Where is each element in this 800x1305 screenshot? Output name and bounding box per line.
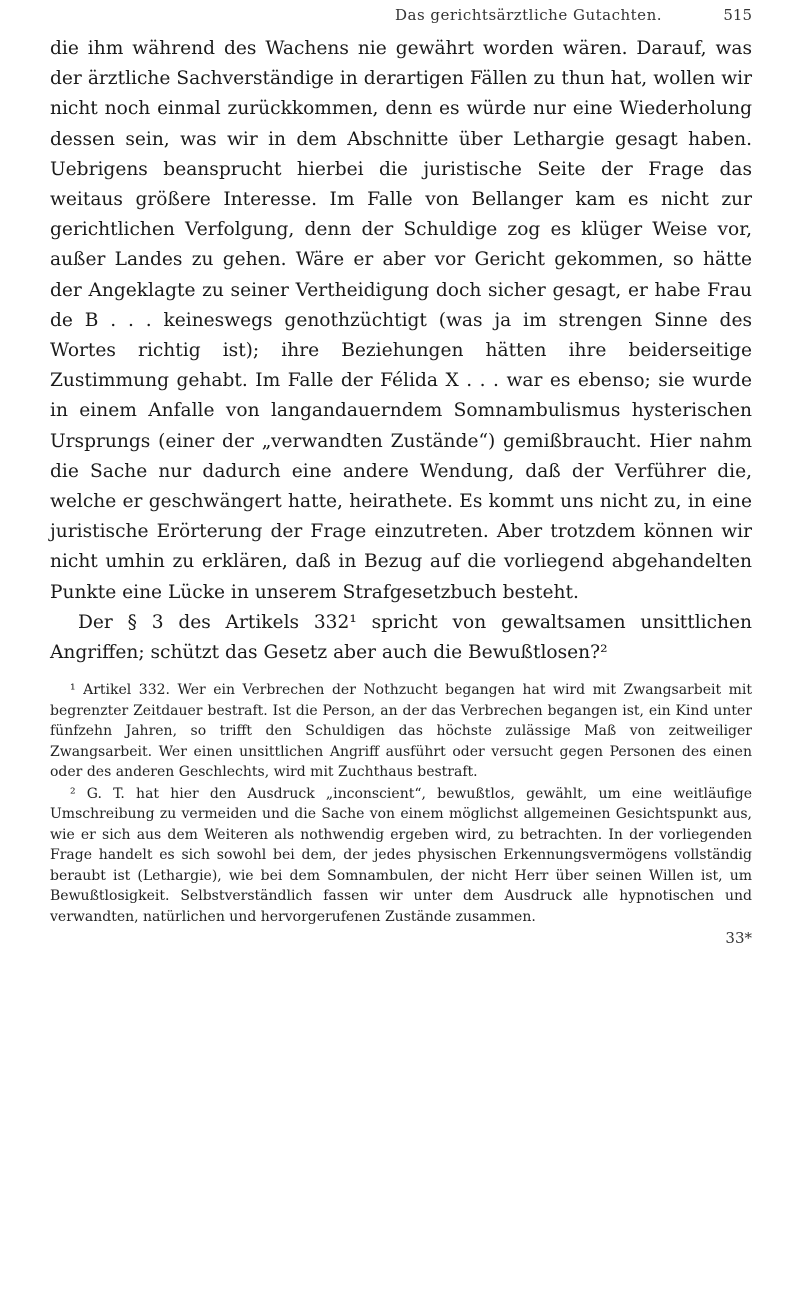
footnote: ² G. T. hat hier den Ausdruck „inconscient“, bewußtlos, gewählt, um eine weitläufige Umschreibung zu vermeiden und die Sache von einem möglichst allgemeinen Gesichtspunkt aus, wie er sich aus dem Weiteren als nothwendig ergeben wird, zu betrachten. In der vorliegenden Frage handelt es sich sowohl bei dem, der jedes physischen Erkennungsvermögens vollständig beraubt ist (Lethargie), wie bei dem Somnambulen, der nicht Herr über seinen Willen ist, um Bewußtlosigkeit. Selbstverständlich fassen wir unter dem Ausdruck alle hypnotischen und verwandten, natürlichen und hervorgerufenen Zustände zusammen. — [50, 785, 752, 925]
paragraph: die ihm während des Wachens nie gewährt worden wären. Darauf, was der ärztliche Sachverständige in derartigen Fällen zu thun hat, wollen wir nicht noch einmal zurückkommen, denn es würde nur eine Wiederholung dessen sein, was wir in dem Abschnitte über Lethargie gesagt haben. Uebrigens beansprucht hierbei die juristische Seite der Frage das weitaus größere Interesse. Im Falle von Bellanger kam es nicht zur gerichtlichen Verfolgung, denn der Schuldige zog es klüger Weise vor, außer Landes zu gehen. Wäre er aber vor Gericht gekommen, so hätte der Angeklagte zu seiner Vertheidigung doch sicher gesagt, er habe Frau de B . . . keineswegs genothzüchtigt (was ja im strengen Sinne des Wortes richtig ist); ihre Beziehungen hätten ihre beiderseitige Zustimmung gehabt. Im Falle der Félida X . . . war es ebenso; sie wurde in einem Anfalle von langandauerndem Somnambulismus hysterischen Ursprungs (einer der „verwandten Zustände“) gemißbraucht. Hier nahm die Sache nur dadurch eine andere Wendung, daß der Verführer die, welche er geschwängert hatte, heirathete. Es kommt uns nicht zu, in eine juristische Erörterung der Frage einzutreten. Aber trotzdem können wir nicht umhin zu erklären, daß in Bezug auf die vorliegend abgehandelten Punkte eine Lücke in unserem Strafgesetzbuch besteht. — [50, 38, 752, 603]
footnotes — [50, 680, 752, 927]
page-number: 515 — [723, 6, 752, 24]
footnote: ¹ Artikel 332. Wer ein Verbrechen der Nothzucht begangen hat wird mit Zwangsarbeit mit begrenzter Zeitdauer bestraft. Ist die Person, an der das Verbrechen begangen ist, ein Kind unter fünfzehn Jahren, so trifft den Schuldigen das höchste zulässige Maß von zeitweiliger Zwangsarbeit. Wer einen unsittlichen Angriff ausführt oder versucht gegen Personen des einen oder des anderen Geschlechts, wird mit Zuchthaus bestraft. — [50, 682, 752, 781]
running-head — [50, 6, 752, 32]
signature-mark: 33* — [725, 929, 752, 948]
paragraph: Der § 3 des Artikels 332¹ spricht von gewaltsamen unsittlichen Angriffen; schützt das Gesetz aber auch die Bewußtlosen?² — [50, 611, 752, 664]
main-text — [50, 34, 752, 668]
running-title: Das gerichtsärztliche Gutachten. — [394, 6, 662, 24]
